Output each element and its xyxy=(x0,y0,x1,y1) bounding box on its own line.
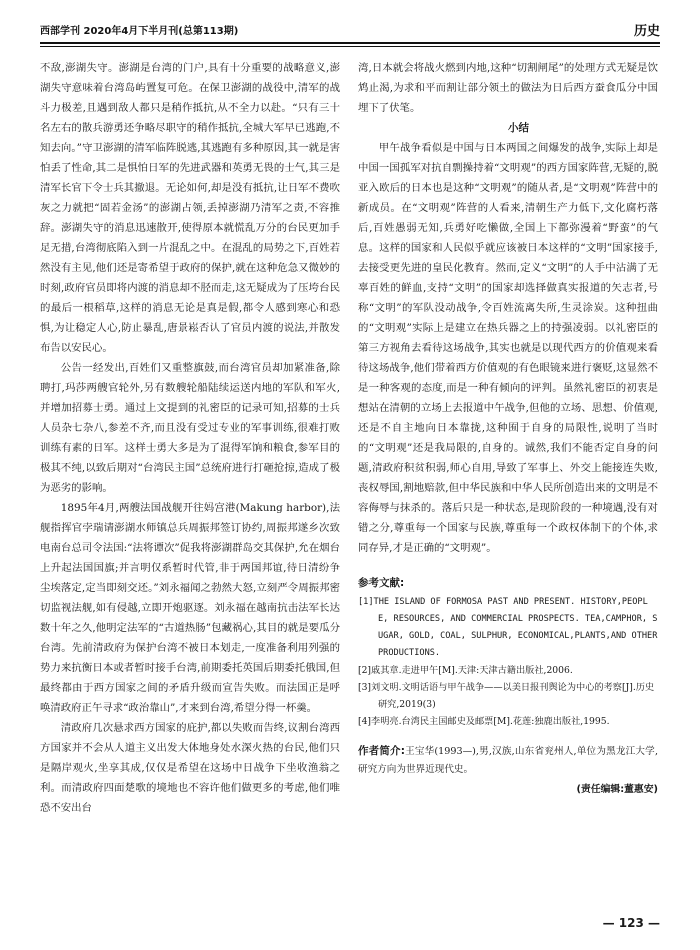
references-title: 参考文献: xyxy=(358,577,405,589)
page-number: — 123 — xyxy=(602,916,660,930)
body-paragraph: 不敌,澎湖失守。澎湖是台湾的门户,具有十分重要的战略意义,澎湖失守意味着台湾岛屿置复可危。在保卫澎湖的战役中,清军的战斗力极差,且遇到敌人都只是稍作抵抗,从不全力以赴。“只有三十名左右的散兵游勇还争略尽职守的稍作抵抗,全城大军早已逃跑,不知去向。”守卫澎湖的清军临阵脱逃,其逃跑有多种原因,其一就是害怕丢了性命,其二是惧怕日军的先进武器和英勇无畏的士气,其三是清军长官下令士兵其撤退。无论如何,却是没有抵抗,让日军不费吹灰之力就把“固若金汤”的澎湖占领,丢掉澎湖乃清军之责,不容推辞。澎湖失守的消息迅速散开,使得原本就慌乱万分的台民更加手足无措,台湾彻底陷入到一片混乱之中。在混乱的局势之下,百姓若然没有主见,他们还是寄希望于政府的保护,就在这种危急又微妙的时刻,政府官员即将内渡的消息却不胫而走,这无疑成为了压垮台民的最后一根稻草,这样的消息无论是真是假,都令人感到寒心和恐惧,为让稳定人心,防止暴乱,唐景崧否认了官员内渡的说法,并散发布告以安民心。 xyxy=(40,62,340,354)
page-header xyxy=(40,14,660,44)
body-paragraph: 1895年4月,两艘法国战舰开往妈宫港(Makung harbor),法舰指挥官孛瑞请澎湖水师镇总兵周振邦签订协约,周振邦遂乡次致电南台总司令法国:“法将谭次”促我将澎湖群岛交其保护,允在烟台上升起法国国旗;并言明仅系暂时代管,非于两国邦谊,待日清纷争尘埃落定,定当即刻交还。”刘永福闻之勃然大怒,立刻严令周振邦密切监视法舰,如有侵越,立即开炮驱逐。刘永福在越南抗击法军长达数十年之久,他明定法军的“古道热肠”包藏祸心,其目的就是要瓜分台湾。先前清政府为保护台湾不被日本划走,一度准备利用列强的势力来抗衡日本或者暂时接手台湾,前期委托英国后期委托俄国,但最终都由于西方国家之间的矛盾升级而宣告失败。而法国正是呼唤清政府正午寻求“政治靠山”,才来到台湾,希望分得一杯羹。 xyxy=(40,502,340,714)
author-label: 作者简介: xyxy=(358,745,405,757)
author-bio xyxy=(358,742,658,779)
reference-item: [4]李明亮.台湾民主国邮史及邮票[M].花莲:独鹿出版社,1995. xyxy=(358,716,610,727)
body-paragraph: 甲午战争看似是中国与日本两国之间爆发的战争,实际上却是中国一国孤军对抗自剽操持着“文明观”的西方国家阵营,无疑的,脱亚入欧后的日本也是这种“文明观”的随从者,是“文明观”阵营中的新成员。在“文明观”阵营的人看来,清朝生产力低下,文化腐朽落后,百姓愚弱无知,兵勇好吃懒做,全国上下都弥漫着“野蛮”的气息。这样的国家和人民似乎就应该被日本这样的“文明”国家接手,去接受更先进的皇民化教育。然而,定义“文明”的人手中沾满了无辜百姓的鲜血,支持“文明”的国家却选择做真实报道的矢志者,号称“文明”的军队没动战争,令百姓流离失所,生灵涂炭。这种扭曲的“文明观”实际上是建立在热兵器之上的持强凌弱。以礼密臣的第三方视角去看待这场战争,其实也就是以现代西方的价值观来看待这场战争,他们带着西方价值观的有色眼镜来进行褒贬,这显然不是一种客观的态度,而是一种有倾向的评判。虽然礼密臣的初衷是想站在清朝的立场上去报道中午战争,但他的立场、思想、价值观,还是不自主地向日本靠拢,这种囿于自身的局限性,说明了当时的“文明观”还是我局限的,自身的。诚然,我们不能否定自身的问题,清政府积贫积弱,师心自用,导致了军事上、外交上能接连失败,丧权辱国,割地赔款,但中华民族和中华人民所创造出来的文明是不容侮辱与抹杀的。落后只是一种状态,是现阶段的一种境遇,没有对错之分,尊重每一个国家与民族,尊重每一个政权体制下的个体,求同存异,才是正确的“文明观”。 xyxy=(358,142,658,554)
header-rule-thin xyxy=(40,46,660,47)
editor-note: (责任编辑:董惠安) xyxy=(576,784,658,795)
journal-title: 西部学刊 2020年4月下半月刊(总第113期) xyxy=(40,26,239,37)
right-column xyxy=(358,58,658,799)
reference-list xyxy=(358,594,658,730)
reference-item: [3]刘文明.文明话语与甲午战争——以美日报刊舆论为中心的考察[J].历史研究,2019(3) xyxy=(358,682,655,710)
left-column xyxy=(40,58,340,818)
body-paragraph: 清政府几次悬求西方国家的庇护,都以失败而告终,议割台湾西方国家并不会从人道主义出发大体地身处水深火热的台民,他们只是隔岸观火,坐享其成,仅仅是希望在这场中日战争下坐收渔翁之利。而清政府四面楚歌的境地也不容许他们做更多的考虑,他们唯恐不安出台 xyxy=(40,722,340,814)
section-subhead: 小结 xyxy=(508,122,529,134)
body-paragraph: 湾,日本就会将战火燃到内地,这种“切割闸尾”的处理方式无疑是饮鸩止渴,为求和平而割让部分领土的做法为日后西方蚕食瓜分中国埋下了伏笔。 xyxy=(358,62,658,114)
reference-item: [2]戚其章.走进甲午[M].天津:天津古籍出版社,2006. xyxy=(358,665,573,676)
author-text: 王宝华(1993—),男,汉族,山东省兖州人,单位为黑龙江大学,研究方向为世界近现代史。 xyxy=(358,746,658,775)
section-label: 历史 xyxy=(633,24,660,39)
body-paragraph: 公告一经发出,百姓们又重整旗鼓,而台湾官员却加紧准备,除聘打,玛莎两艘官轮外,另有数艘轮船陆续运送内地的军队和军火,并增加招募士勇。通过上文提到的礼密臣的记录可知,招募的士兵人员杂七杂八,参差不齐,而且没有受过专业的军事训练,很难打败训练有素的日军。这样士勇大多是为了混得军饷和粮食,参军目的极其不纯,以致后期对“台湾民主国”总统府进行打砸抢掠,造成了极为恶劣的影响。 xyxy=(40,362,340,494)
reference-item: [1]THE ISLAND OF FORMOSA PAST AND PRESENT. HISTORY,PEOPLE, RESOURCES, AND COMMERCIAL PROSPECTS. TEA,CAMPHOR, SUGAR, GOLD, COAL, SULPHUR, ECONOMICAL,PLANTS,AND OTHER PRODUCTIONS. xyxy=(358,597,658,658)
header-rule xyxy=(40,42,660,44)
